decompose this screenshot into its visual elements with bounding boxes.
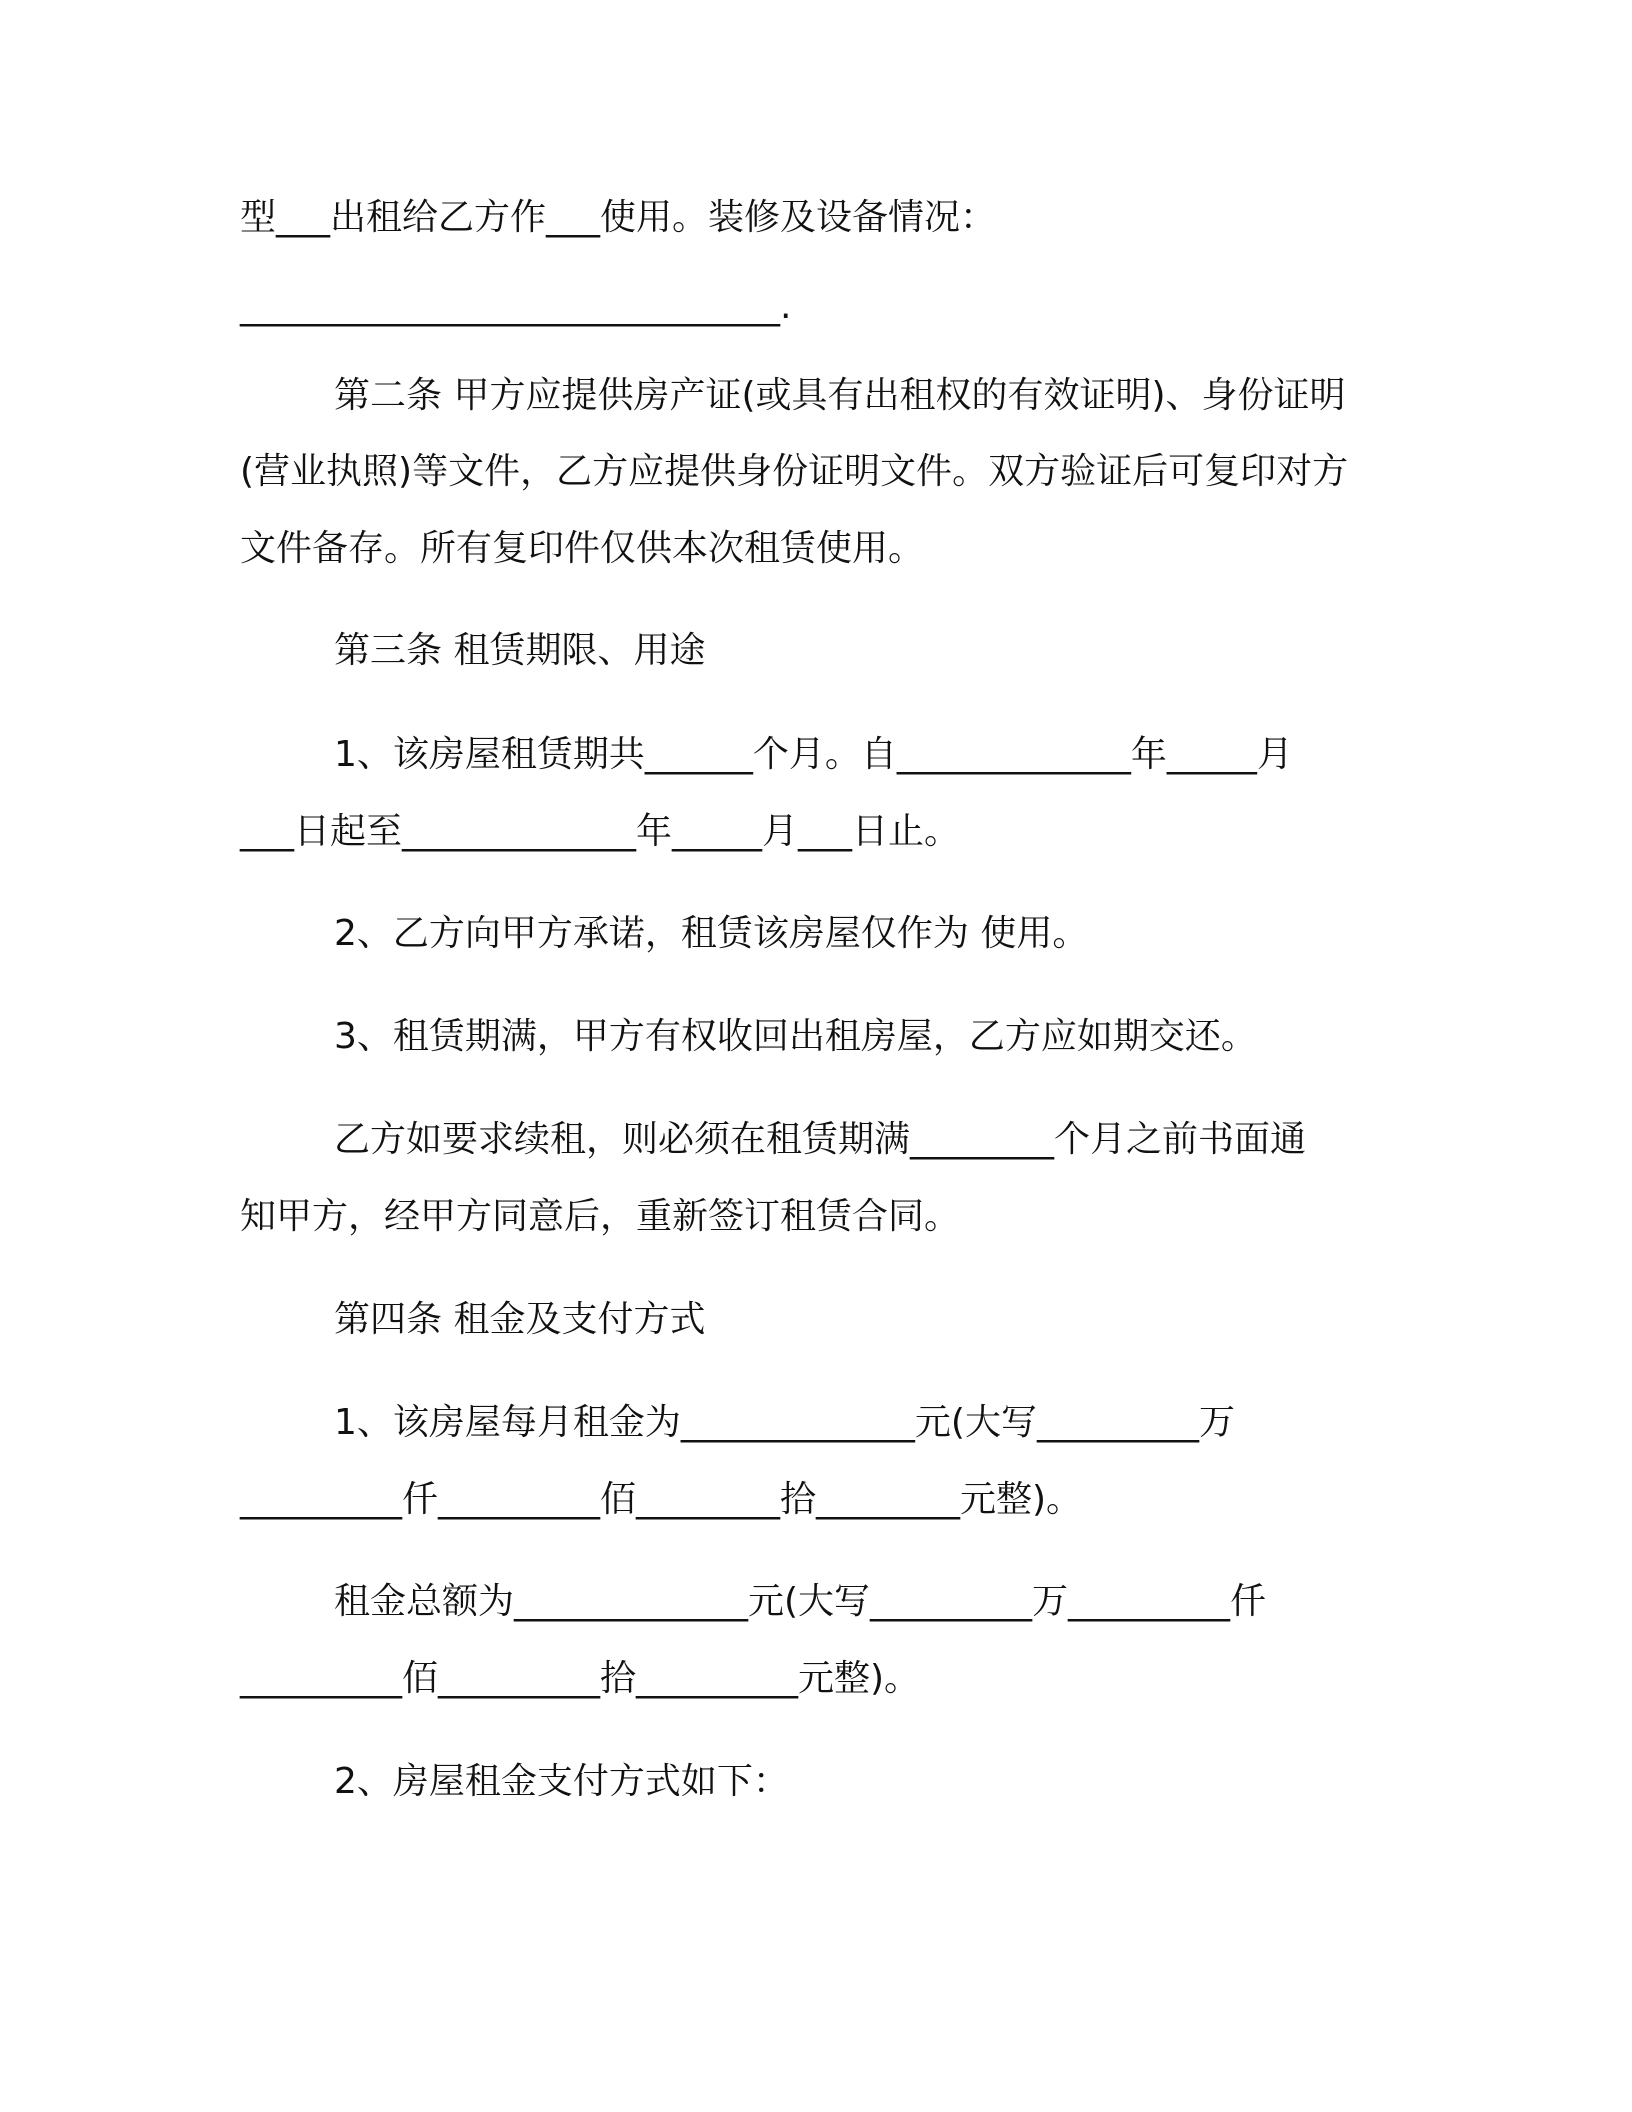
clause-heading: 第三条 租赁期限、用途 (334, 630, 706, 671)
text-line: 租金总额为_____________元(大写_________万_________仟 (334, 1581, 1267, 1622)
text-line: 1、该房屋每月租金为_____________元(大写_________万 (334, 1402, 1235, 1443)
clause-heading: 第四条 租金及支付方式 (334, 1299, 706, 1340)
text-line: 知甲方，经甲方同意后，重新签订租赁合同。 (240, 1196, 961, 1237)
text-line: ___日起至_____________年_____月___日止。 (240, 811, 961, 852)
text-line: ______________________________. (240, 286, 792, 327)
text-line: 2、乙方向甲方承诺，租赁该房屋仅作为 使用。 (334, 913, 1089, 954)
text-line: 文件备存。所有复印件仅供本次租赁使用。 (240, 528, 925, 569)
text-line: 型___出租给乙方作___使用。装修及设备情况： (240, 197, 997, 238)
text-line: 2、房屋租金支付方式如下： (334, 1761, 789, 1802)
text-line: 乙方如要求续租，则必须在租赁期满________个月之前书面通 (334, 1119, 1307, 1160)
text-line: _________佰_________拾_________元整)。 (240, 1658, 921, 1699)
text-line: 1、该房屋租赁期共______个月。自_____________年_____月 (334, 734, 1293, 775)
text-line: 3、租赁期满，甲方有权收回出租房屋，乙方应如期交还。 (334, 1016, 1257, 1057)
text-line: (营业执照)等文件，乙方应提供身份证明文件。双方验证后可复印对方 (240, 451, 1349, 492)
text-line: _________仟_________佰________拾________元整)。 (240, 1479, 1083, 1520)
clause-heading: 第二条 甲方应提供房产证(或具有出租权的有效证明)、身份证明 (334, 375, 1346, 416)
